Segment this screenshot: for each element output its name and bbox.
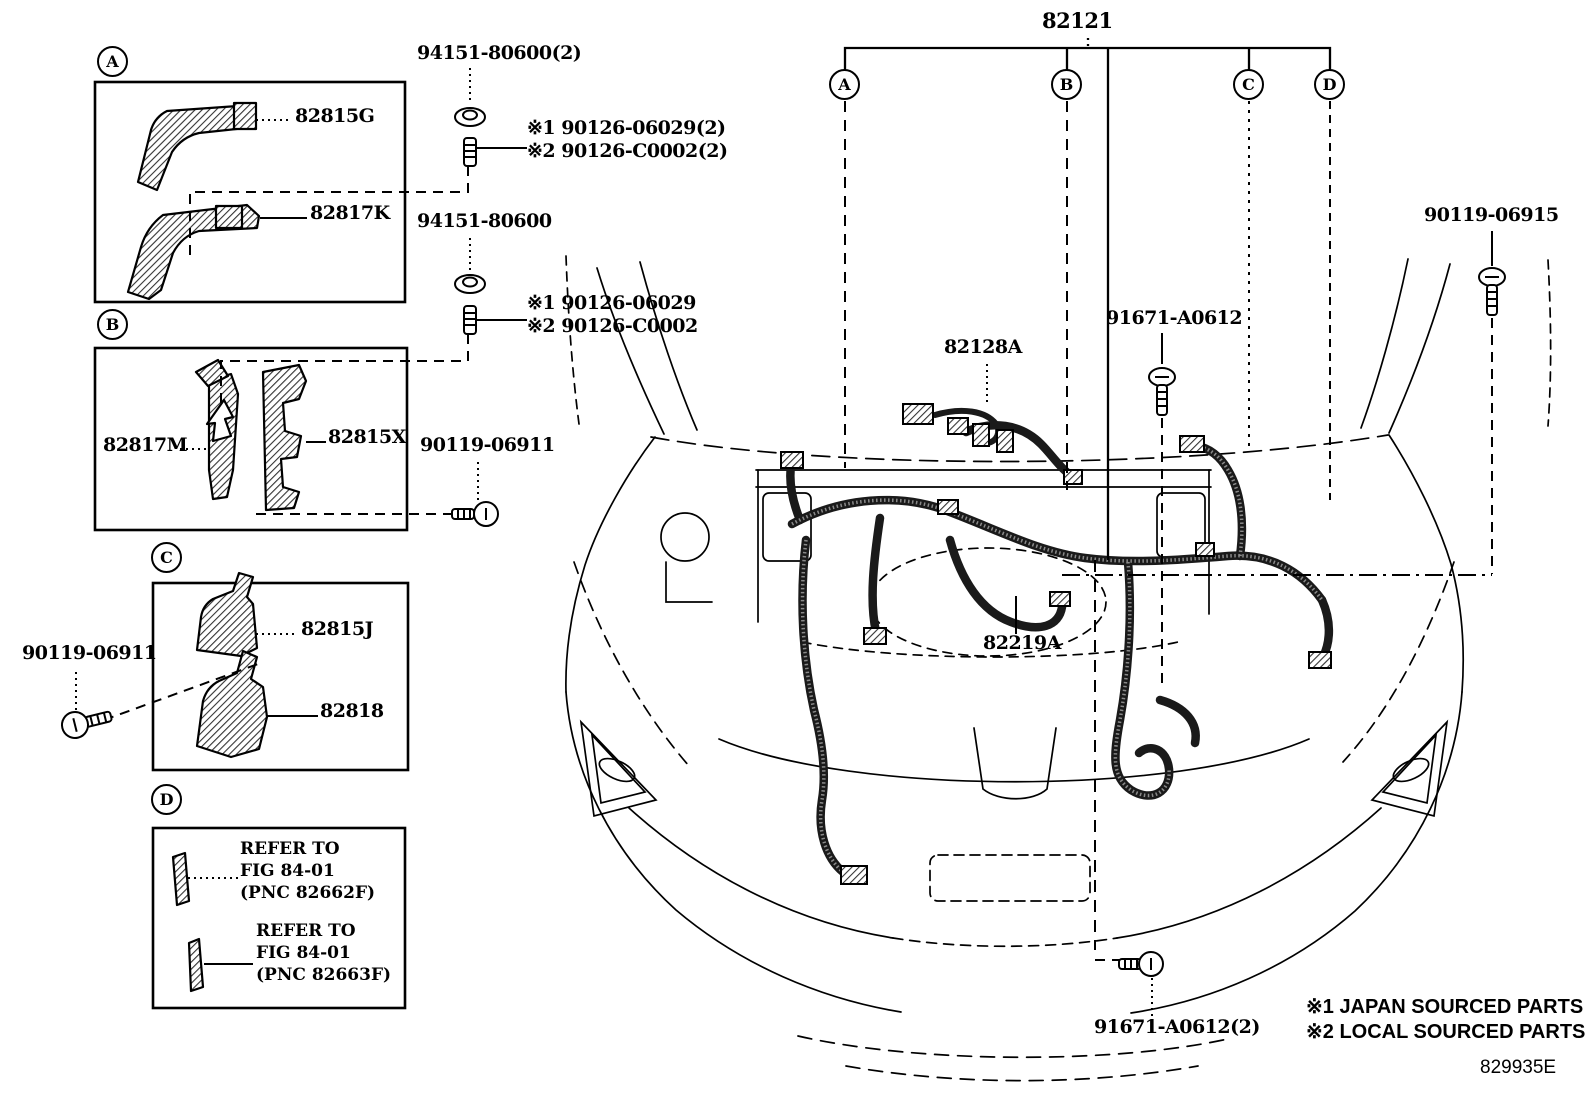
label-90119-06915: 90119-06915 bbox=[1424, 204, 1559, 226]
fog-lamps bbox=[581, 722, 1447, 816]
harness-center-hook bbox=[1160, 700, 1196, 743]
bumper-bottom-dashed-2 bbox=[846, 1066, 1198, 1081]
label-91671-a0612-2: 91671-A0612(2) bbox=[1094, 1016, 1260, 1038]
cowl-dashed-line bbox=[651, 435, 1388, 462]
label-90126-06029: ※1 90126-06029 bbox=[527, 292, 696, 314]
hood-emblem-recess bbox=[974, 728, 1056, 799]
label-91671-a0612: 91671-A0612 bbox=[1106, 307, 1243, 329]
label-refer1-line2: FIG 84-01 bbox=[240, 861, 335, 881]
connector-block bbox=[1180, 436, 1204, 452]
callout-bracket bbox=[845, 38, 1330, 560]
callout-circle-a: A bbox=[829, 69, 860, 100]
label-90119-06911-c: 90119-06911 bbox=[22, 642, 157, 664]
body-edge-right-dashed bbox=[1548, 260, 1551, 426]
bumper-left bbox=[566, 692, 901, 1012]
fog-lamp-left-inner bbox=[592, 735, 645, 803]
part-82817k-connector bbox=[216, 206, 242, 228]
car-body-outline bbox=[566, 256, 1551, 1081]
dash-stud2-to-boxb bbox=[221, 334, 468, 404]
connector-block bbox=[1050, 592, 1070, 606]
part-82815j-shape bbox=[197, 573, 257, 656]
harness-right-branch-up bbox=[1197, 446, 1242, 556]
connector-block bbox=[938, 500, 958, 514]
grille-bottom-dashed bbox=[893, 938, 1117, 946]
detail-box-c-letter: C bbox=[151, 542, 182, 573]
connector-block bbox=[781, 452, 803, 468]
stud-icon bbox=[464, 306, 476, 334]
harness-right-end bbox=[1322, 600, 1329, 657]
label-refer1-line3: (PNC 82662F) bbox=[240, 883, 376, 903]
grommet-inner bbox=[463, 278, 477, 287]
label-refer2-line1: REFER TO bbox=[256, 921, 356, 941]
part-82815g-connector bbox=[234, 103, 256, 129]
connector-block bbox=[864, 628, 886, 644]
label-refer2-line3: (PNC 82663F) bbox=[256, 965, 392, 985]
connector-block bbox=[1196, 543, 1214, 556]
label-82817m: 82817M bbox=[103, 434, 188, 456]
screw-icon-91671-a0612 bbox=[1149, 368, 1175, 415]
label-90126-c0002-2: ※2 90126-C0002(2) bbox=[527, 140, 728, 162]
bolt-icon-90119-06911-c bbox=[59, 703, 114, 740]
fender-right bbox=[1389, 435, 1463, 692]
label-82815x: 82815X bbox=[328, 426, 406, 448]
note-japan-sourced: ※1 JAPAN SOURCED PARTS bbox=[1306, 996, 1584, 1018]
wire-82128a-prong bbox=[997, 430, 1013, 452]
a-pillar-left-inner bbox=[640, 262, 697, 430]
bolt-icon-90119-06911-b bbox=[452, 502, 498, 526]
hood-front-edge bbox=[719, 739, 1309, 782]
part-refer-82662f-shape bbox=[173, 853, 189, 905]
label-refer1-line1: REFER TO bbox=[240, 839, 340, 859]
grommet-inner bbox=[463, 111, 477, 120]
connector-block bbox=[841, 866, 867, 884]
grommet-icon bbox=[455, 108, 485, 126]
connector-block bbox=[1309, 652, 1331, 668]
label-82817k: 82817K bbox=[310, 202, 390, 224]
note-local-sourced: ※2 LOCAL SOURCED PARTS bbox=[1306, 1021, 1586, 1043]
label-82219a: 82219A bbox=[983, 632, 1061, 654]
washer-reservoir-bracket bbox=[666, 562, 712, 602]
label-94151-80600: 94151-80600 bbox=[417, 210, 552, 232]
label-90126-c0002: ※2 90126-C0002 bbox=[527, 315, 698, 337]
bolt-icon-91671-a0612-2 bbox=[1119, 952, 1163, 976]
callout-circle-b: B bbox=[1051, 69, 1082, 100]
license-plate-recess bbox=[930, 855, 1090, 901]
a-pillar-right-inner bbox=[1361, 259, 1408, 428]
detail-box-c bbox=[153, 583, 408, 770]
detail-box-a-letter: A bbox=[97, 46, 128, 77]
label-94151-80600-2: 94151-80600(2) bbox=[417, 42, 582, 64]
part-82818-shape bbox=[197, 651, 267, 757]
callout-circle-c: C bbox=[1233, 69, 1264, 100]
label-refer2-line2: FIG 84-01 bbox=[256, 943, 351, 963]
fog-lamp-right-inner bbox=[1383, 735, 1436, 803]
wire-82128a-connector bbox=[903, 404, 933, 424]
part-82815x-shape bbox=[263, 365, 306, 510]
wire-82128a-prong bbox=[973, 424, 989, 446]
harness-mid-drop bbox=[873, 518, 880, 632]
label-82815g: 82815G bbox=[295, 105, 375, 127]
connector-block bbox=[948, 418, 968, 434]
a-pillar-right-outer bbox=[1389, 264, 1450, 433]
diagram-code: 829935E bbox=[1480, 1057, 1557, 1078]
grille-right bbox=[1117, 808, 1381, 938]
label-82818: 82818 bbox=[320, 700, 384, 722]
part-refer-82663f-shape bbox=[189, 939, 203, 991]
label-82815j: 82815J bbox=[301, 618, 374, 640]
washer-reservoir-circle bbox=[661, 513, 709, 561]
callout-circle-d: D bbox=[1314, 69, 1345, 100]
grommet-icon bbox=[455, 275, 485, 293]
bracket-82121 bbox=[845, 48, 1330, 70]
stud-icon bbox=[464, 138, 476, 166]
bumper-right bbox=[1131, 692, 1462, 1013]
label-main-part-82121: 82121 bbox=[1042, 8, 1113, 33]
body-edge-left-dashed bbox=[566, 256, 579, 424]
label-90126-06029-2: ※1 90126-06029(2) bbox=[527, 117, 726, 139]
harness-left-tail bbox=[803, 540, 843, 872]
label-90119-06911-b: 90119-06911 bbox=[420, 434, 555, 456]
screw-icon-90119-06915 bbox=[1479, 268, 1505, 315]
fender-left bbox=[566, 437, 655, 692]
detail-box-b-letter: B bbox=[97, 309, 128, 340]
label-82128a: 82128A bbox=[944, 336, 1022, 358]
detail-box-d-letter: D bbox=[151, 784, 182, 815]
bumper-bottom-dashed-1 bbox=[798, 1036, 1232, 1057]
